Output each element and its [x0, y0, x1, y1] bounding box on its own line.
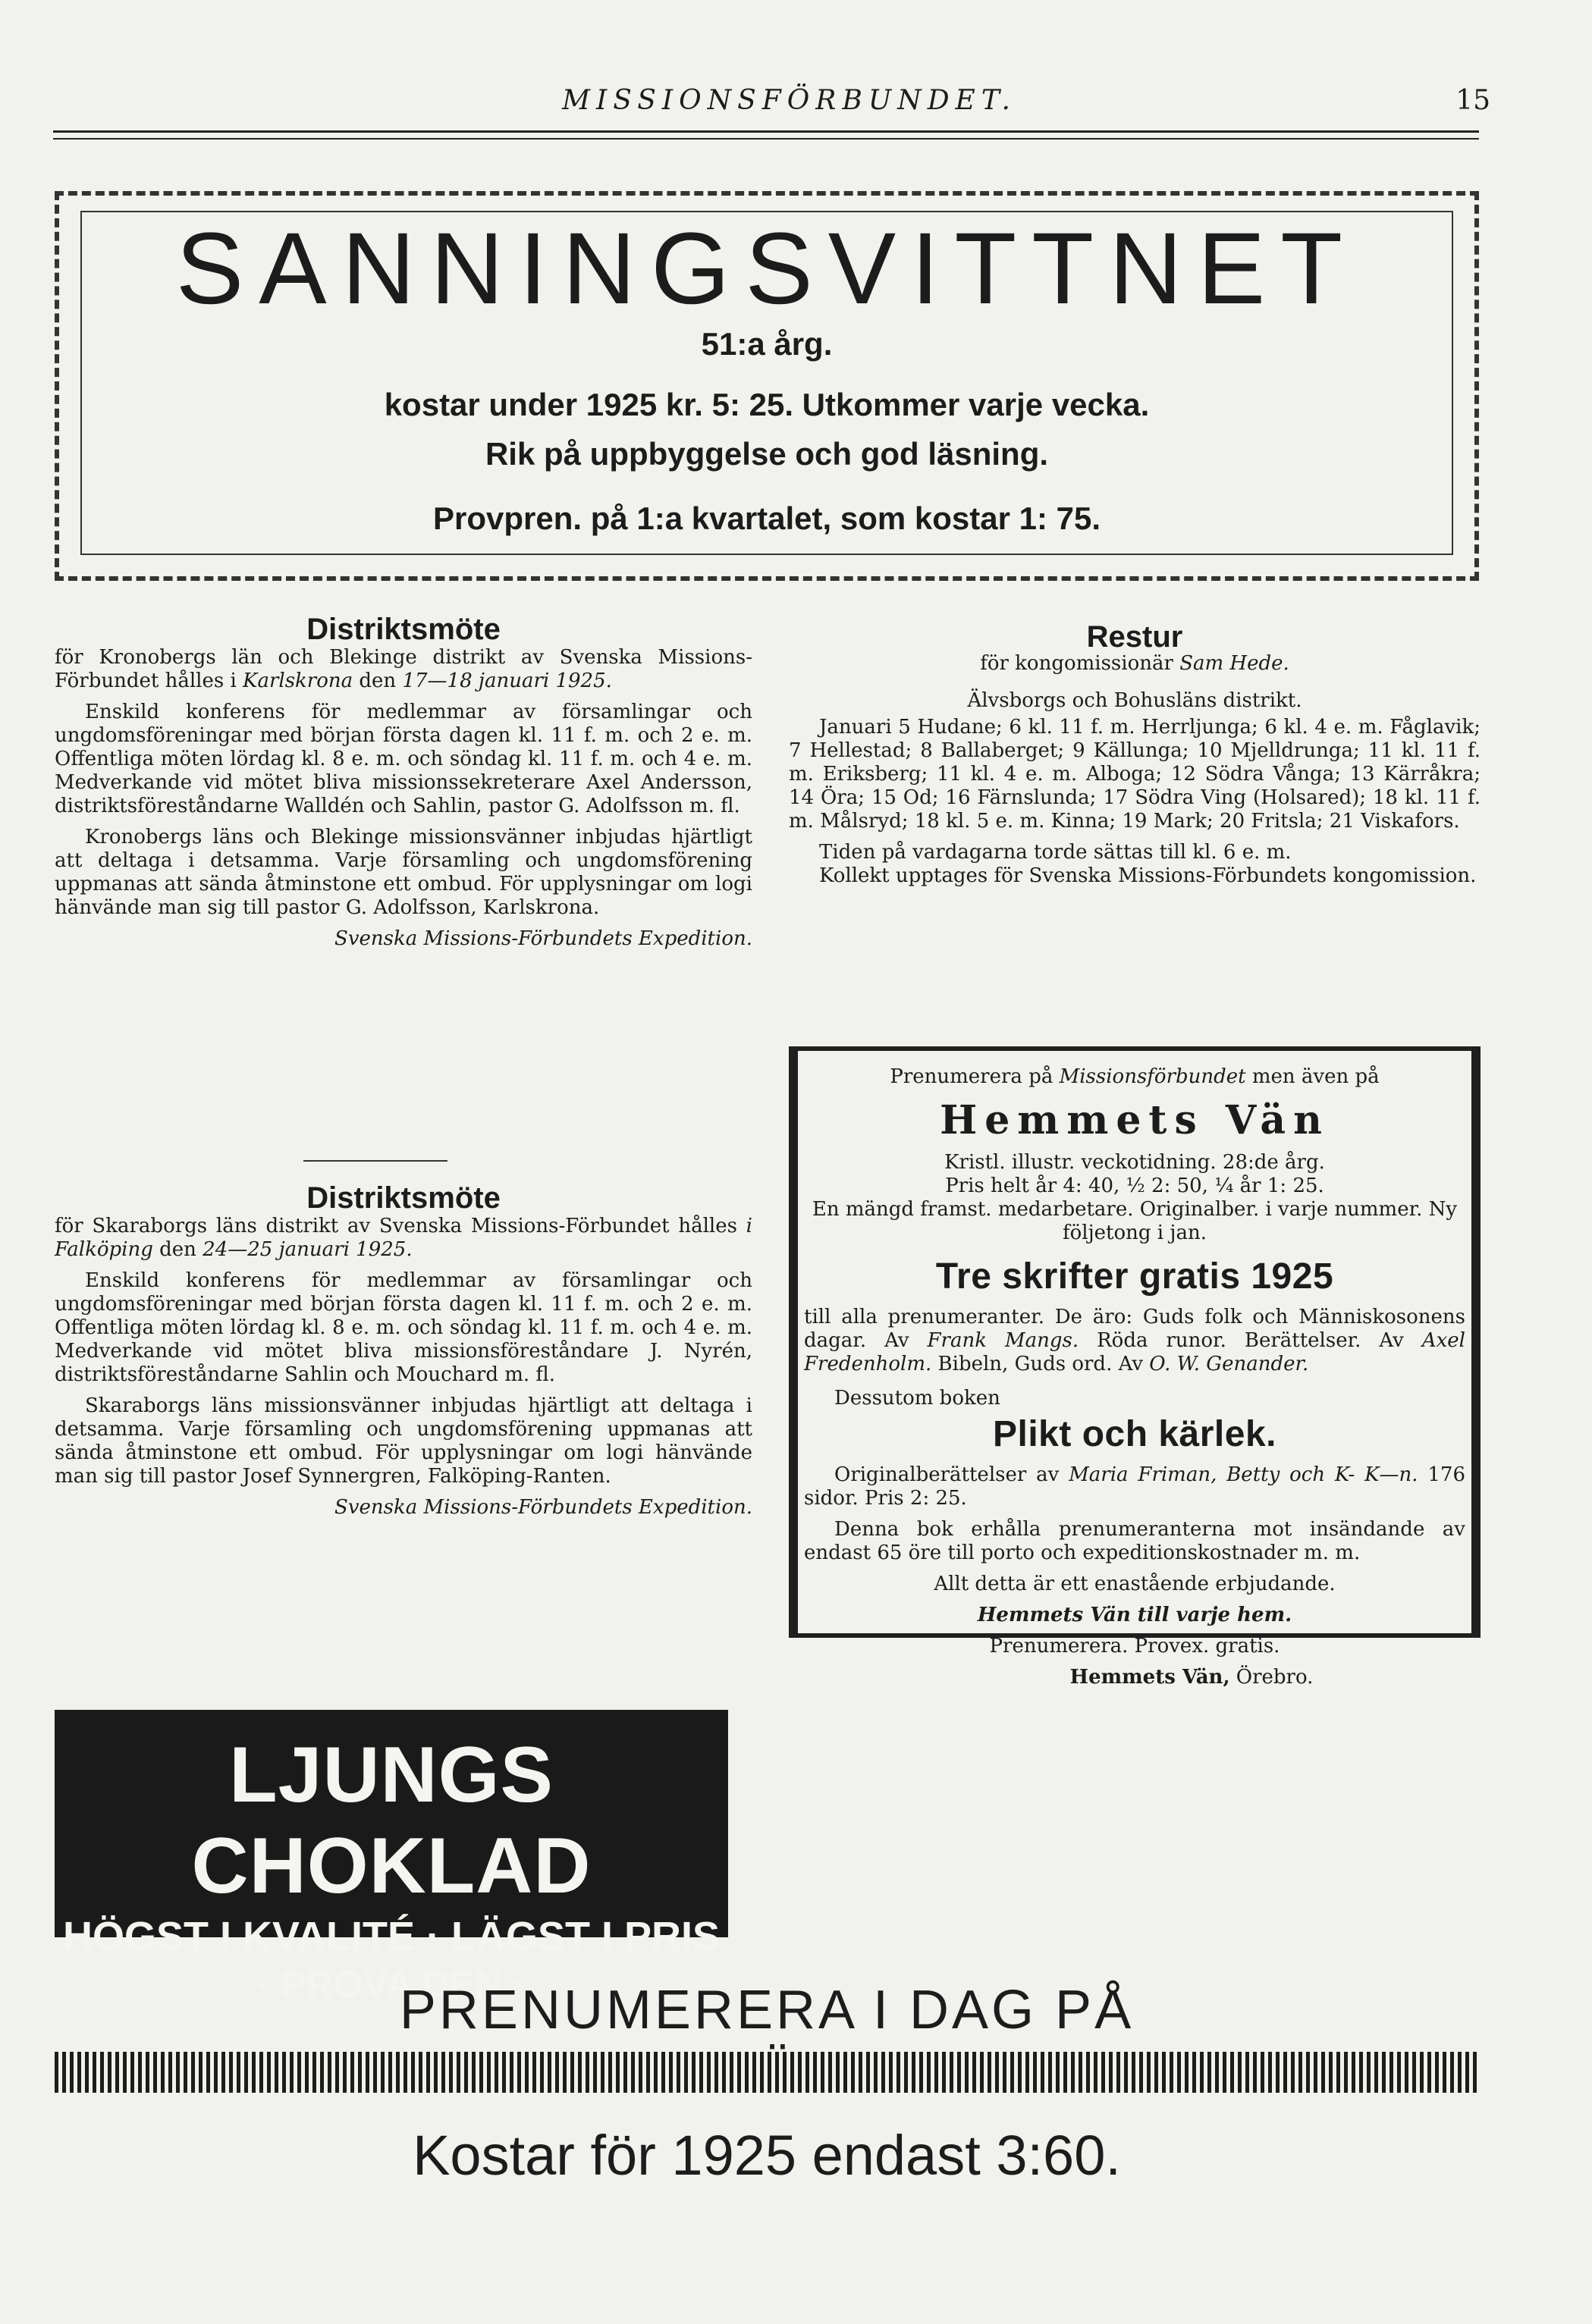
hv-dessutom: Dessutom boken: [834, 1387, 1000, 1410]
page-number: 15: [1455, 85, 1490, 116]
distriktsmote-skaraborg-conference: Enskild konferens för medlemmar av församlingar och ungdomsföreningar med början första dagen kl. 11 f. m. och 2 e. m. Offentliga möten lördag kl. 8 e. m. och söndag kl. 11 f. m. och 4 e. m. Medverkande vid mötet bliva missionsföreståndare J. Nyrén, distriktsföreståndarne Sahlin och Mouchard m. fl.: [55, 1269, 752, 1386]
header-rule-bottom: [53, 138, 1479, 140]
footer-subscribe-banner: PRENUMERERA I DAG PÅ: [399, 1980, 1135, 2040]
hv-provex: Prenumerera. Provex. gratis.: [989, 1635, 1280, 1658]
choklad-quality: HÖGST I KVALITÉ · LÄGST I PRIS: [62, 1914, 721, 1959]
hv-slogan: Hemmets Vän till varje hem.: [977, 1604, 1292, 1626]
hv-line2: Pris helt år 4: 40, ½ 2: 50, ¼ år 1: 25.: [945, 1175, 1324, 1197]
restur-subtitle: för kongomissionär Sam Hede.: [980, 652, 1289, 675]
restur-district: Älvsborgs och Bohusläns distrikt.: [967, 689, 1302, 712]
distriktsmote-skaraborg-signature: Svenska Missions-Förbundets Expedition.: [334, 1496, 752, 1519]
distriktsmote-kronoberg-signature: Svenska Missions-Förbundets Expedition.: [334, 927, 752, 950]
hv-offer: till alla prenumeranter. De äro: Guds folk och Människosonens dagar. Av Frank Mangs. Röda runor. Berättelser. Av Axel Fredenholm. Bibeln, Guds ord. Av O. W. Genander.: [804, 1306, 1465, 1375]
hv-title: Hemmets Vän: [940, 1097, 1330, 1143]
page-header-title: MISSIONSFÖRBUNDET.: [562, 85, 1016, 116]
hemmets-van-ad: [804, 1065, 1465, 1697]
sanningsvittnet-trial: Provpren. på 1:a kvartalet, som kostar 1: 75.: [432, 500, 1101, 536]
separator-line-1: [303, 1160, 447, 1162]
hv-publisher: Hemmets Vän, Örebro.: [1069, 1666, 1314, 1689]
distriktsmote-skaraborg-invitation: Skaraborgs läns missionsvänner inbjudas hjärtligt att deltaga i detsamma. Varje församling och ungdomsförening uppmanas att sända åtminstone ett ombud. För upplysningar om logi hänvände man sig till pastor Josef Synnergren, Falköping-Ranten.: [55, 1394, 752, 1488]
restur-section: [789, 620, 1481, 895]
hv-offer-heading: Tre skrifter gratis 1925: [935, 1256, 1334, 1297]
distriktsmote-skaraborg-heading: Distriktsmöte: [306, 1181, 501, 1215]
ljungs-choklad-ad: [55, 1710, 728, 2006]
sanningsvittnet-tagline: Rik på uppbyggelse och god läsning.: [485, 436, 1049, 472]
hv-book-info: Originalberättelser av Maria Friman, Betty och K- K—n. 176 sidor. Pris 2: 25.: [804, 1463, 1466, 1510]
hv-line3: En mängd framst. medarbetare. Originalber. i varje nummer. Ny följetong i jan.: [812, 1198, 1458, 1244]
distriktsmote-kronoberg-intro: för Kronobergs län och Blekinge distrikt av Svenska Missions-Förbundet hålles i Karlskrona den 17—18 januari 1925.: [55, 646, 752, 692]
restur-schedule: Januari 5 Hudane; 6 kl. 11 f. m. Herrljunga; 6 kl. 4 e. m. Fåglavik; 7 Hellestad; 8 Ballaberget; 9 Källunga; 10 Mjelldrunga; 11 kl. 11 f. m. Eriksberg; 11 kl. 4 e. m. Alboga; 12 Södra Vånga; 13 Kärråkra; 14 Öra; 15 Od; 16 Färnslunda; 17 Södra Ving (Holsared); 18 kl. 11 f. m. Målsryd; 18 kl. 5 e. m. Kinna; 19 Mark; 20 Fritsla; 21 Viskafors.: [789, 716, 1481, 833]
sanningsvittnet-title: SANNINGSVITTNET: [175, 212, 1358, 325]
distriktsmote-skaraborg: [55, 1181, 752, 1527]
header-rule-top: [53, 130, 1479, 133]
choklad-try: · PROVA DEN ·: [257, 1963, 526, 2006]
restur-heading: Restur: [1086, 620, 1183, 654]
hv-book-title: Plikt och kärlek.: [992, 1414, 1276, 1454]
hv-offer-text: Denna bok erhålla prenumeranterna mot insändande av endast 65 öre till porto och expeditionskostnader m. m.: [804, 1518, 1465, 1564]
hv-line1: Kristl. illustr. veckotidning. 28:de årg.: [944, 1151, 1325, 1174]
distriktsmote-skaraborg-intro: för Skaraborgs läns distrikt av Svenska Missions-Förbundet hålles i Falköping den 24—25 januari 1925.: [55, 1215, 752, 1261]
hv-intro: Prenumerera på Missionsförbundet men även på: [890, 1065, 1380, 1088]
choklad-brand: LJUNGS CHOKLAD: [191, 1731, 592, 1910]
distriktsmote-kronoberg-conference: Enskild konferens för medlemmar av församlingar och ungdomsföreningar med början första dagen kl. 11 f. m. och 2 e. m. Offentliga möten lördag kl. 8 e. m. och söndag kl. 11 f. m. och 4 e. m. Medverkande vid mötet bliva missionssekreterare Axel Andersson, distriktsföreståndarne Walldén och Sahlin, pastor G. Adolfsson m. fl.: [55, 701, 752, 817]
sanningsvittnet-edition: 51:a årg.: [701, 326, 833, 362]
distriktsmote-kronoberg: [55, 613, 752, 958]
distriktsmote-kronoberg-invitation: Kronobergs läns och Blekinge missionsvänner inbjudas hjärtligt att deltaga i detsamma. Varje församling och ungdomsförening uppmanas att sända åtminstone ett ombud. För upplysningar om logi hänvände man sig till pastor G. Adolfsson, Karlskrona.: [55, 826, 752, 919]
footer-price: Kostar för 1925 endast 3:60.: [413, 2124, 1121, 2187]
hv-unique: Allt detta är ett enastående erbjudande.: [934, 1573, 1336, 1595]
sanningsvittnet-price: kostar under 1925 kr. 5: 25. Utkommer varje vecka.: [384, 387, 1150, 422]
restur-collection: Kollekt upptages för Svenska Missions-Förbundets kongomission.: [819, 864, 1477, 887]
distriktsmote-kronoberg-heading: Distriktsmöte: [306, 613, 501, 646]
footer-stripe-divider: [55, 2052, 1479, 2093]
restur-time-note: Tiden på vardagarna torde sättas till kl. 6 e. m.: [819, 841, 1292, 864]
